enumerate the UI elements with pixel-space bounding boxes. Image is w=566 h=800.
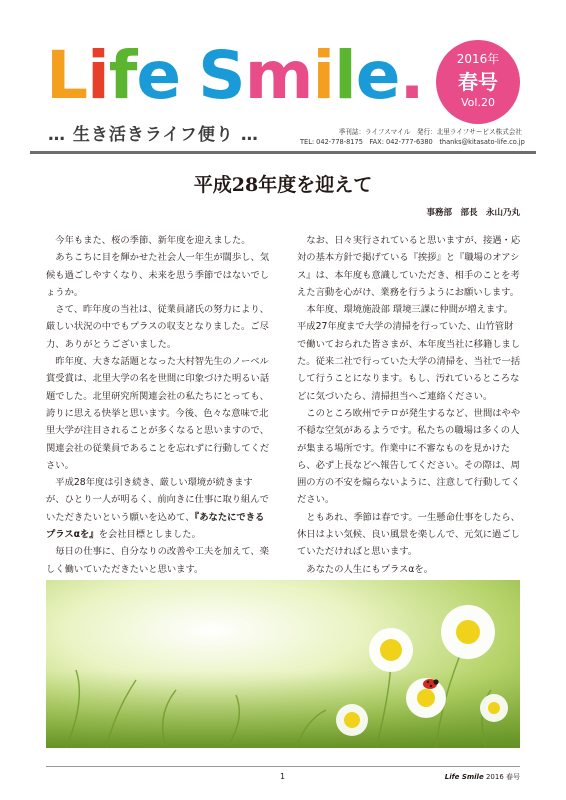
article-paragraph: このところ欧州でテロが発生するなど、世間はやや不穏な空気があるようです。私たちの職場は多くの人が集まる場所です。作業中に不審なものを見かけたら、必ず上長などへ報告してください。その際は、周囲の方の不安を煽らないように、注意して行動してください。 — [297, 407, 521, 506]
chamomile-ladybug-illustration — [46, 580, 520, 748]
chamomile-flower — [336, 704, 368, 736]
logo-letter: L — [46, 37, 88, 114]
issue-badge — [436, 40, 520, 124]
article-paragraph: 昨年度、大きな話題となった大村智先生のノーベル賞受賞は、北里大学の名を世間に印象づけた明るい話題でした。北里研究所関連会社の私たちにとっても、誇りに思える快挙と思います。今後、色々な意味で北里大学が注目されることが多くなると思いますので、関連会社の従業員であることを忘れずに行動してください。 — [46, 356, 270, 471]
article-paragraph: ともあれ、季節は春です。一生懸命仕事をしたら、休日はよい気候、良い風景を楽しんで、元気に過ごしていただければと思います。 — [297, 511, 520, 558]
article-paragraph: なお、日々実行されていると思いますが、接遇・応対の基本方針で掲げている『挨拶』と『職場のオアシス』は、本年度も意識していただき、相手のことを考えた言動を心がけ、業務を行うようにお願いします。 — [297, 235, 521, 298]
logo-letter: . — [399, 37, 424, 114]
article-column-left — [46, 232, 271, 578]
chamomile-flower — [441, 605, 495, 659]
page-number: 1 — [280, 772, 286, 781]
logo-letter: m — [244, 37, 313, 114]
tagline: … 生き活きライフ便り … — [48, 125, 259, 145]
issue-volume: Vol.20 — [461, 96, 495, 109]
article-title: 平成28年度を迎えて — [193, 174, 373, 196]
article-paragraph — [46, 474, 271, 543]
issue-season: 春号 — [458, 70, 498, 94]
contact-line: TEL: 042-778-8175 FAX: 042-777-6380 thanks@kitasato-life.co.jp — [300, 138, 525, 146]
logo-letter: S — [198, 37, 245, 114]
article-paragraph: さて、昨年度の当社は、従業員諸氏の努力により、厳しい状況の中でもプラスの収支となりました。ご尽力、ありがとうございました。 — [46, 304, 269, 350]
publisher-line: 季刊誌：ライフスマイル 発行：北里ライフサービス株式会社 — [338, 128, 522, 136]
footer-issue-mark — [440, 772, 520, 782]
article-paragraph: 毎日の仕事に、自分なりの改善や工夫を加えて、楽しく働いていただきたいと思います。 — [46, 546, 269, 575]
article-paragraph: あちこちに目を輝かせた社会人一年生が闊歩し、気候も過ごしやすくなり、未来を思う季節ではないでしょうか。 — [46, 252, 270, 298]
paragraph-segment: を会社目標としました。 — [98, 529, 201, 541]
publisher-info — [300, 127, 525, 147]
chamomile-flower — [369, 628, 413, 672]
article-column-right — [297, 232, 522, 578]
article-paragraph: あなたの人生にもプラスαを。 — [306, 563, 434, 575]
logo-letter: e — [136, 37, 181, 114]
life-smile-logo — [46, 37, 424, 114]
logo-letter: i — [87, 37, 109, 114]
footer-brand: Life Smile — [444, 773, 484, 781]
spring-flower-photo — [46, 580, 520, 748]
footer-divider — [46, 766, 520, 767]
logo-letter: l — [334, 37, 356, 114]
logo-letter: f — [108, 37, 137, 114]
article-paragraph: 今年もまた、桜の季節、新年度を迎えました。 — [55, 235, 251, 246]
footer-issue: 2016 春号 — [485, 773, 520, 781]
company-goal-emphasis: 『あなたにできるプラスαを』 — [46, 511, 265, 541]
logo-letter: i — [312, 37, 335, 114]
article-paragraph: 本年度、環境施設部 環境三課に仲間が増えます。平成27年度まで大学の清掃を行っていた、山竹管財で働いておられた皆さまが、本年度当社に移籍しました。従来二社で行っていた大学の清掃を、当社で一括して行うことになります。もし、汚れているところなどに気づいたら、清掃担当へご連絡ください。 — [297, 304, 521, 402]
chamomile-flower — [480, 694, 508, 722]
header-divider — [30, 151, 536, 154]
issue-year: 2016年 — [456, 52, 500, 66]
article-author: 事務部 部長 永山乃丸 — [426, 208, 520, 218]
logo-letter: e — [355, 37, 400, 114]
paragraph-segment: 平成28年度は引き続き、厳しい環境が続きますが、ひとり一人が明るく、前向きに仕事に取り組んでいただきたいという願いを込めて、 — [46, 477, 269, 523]
